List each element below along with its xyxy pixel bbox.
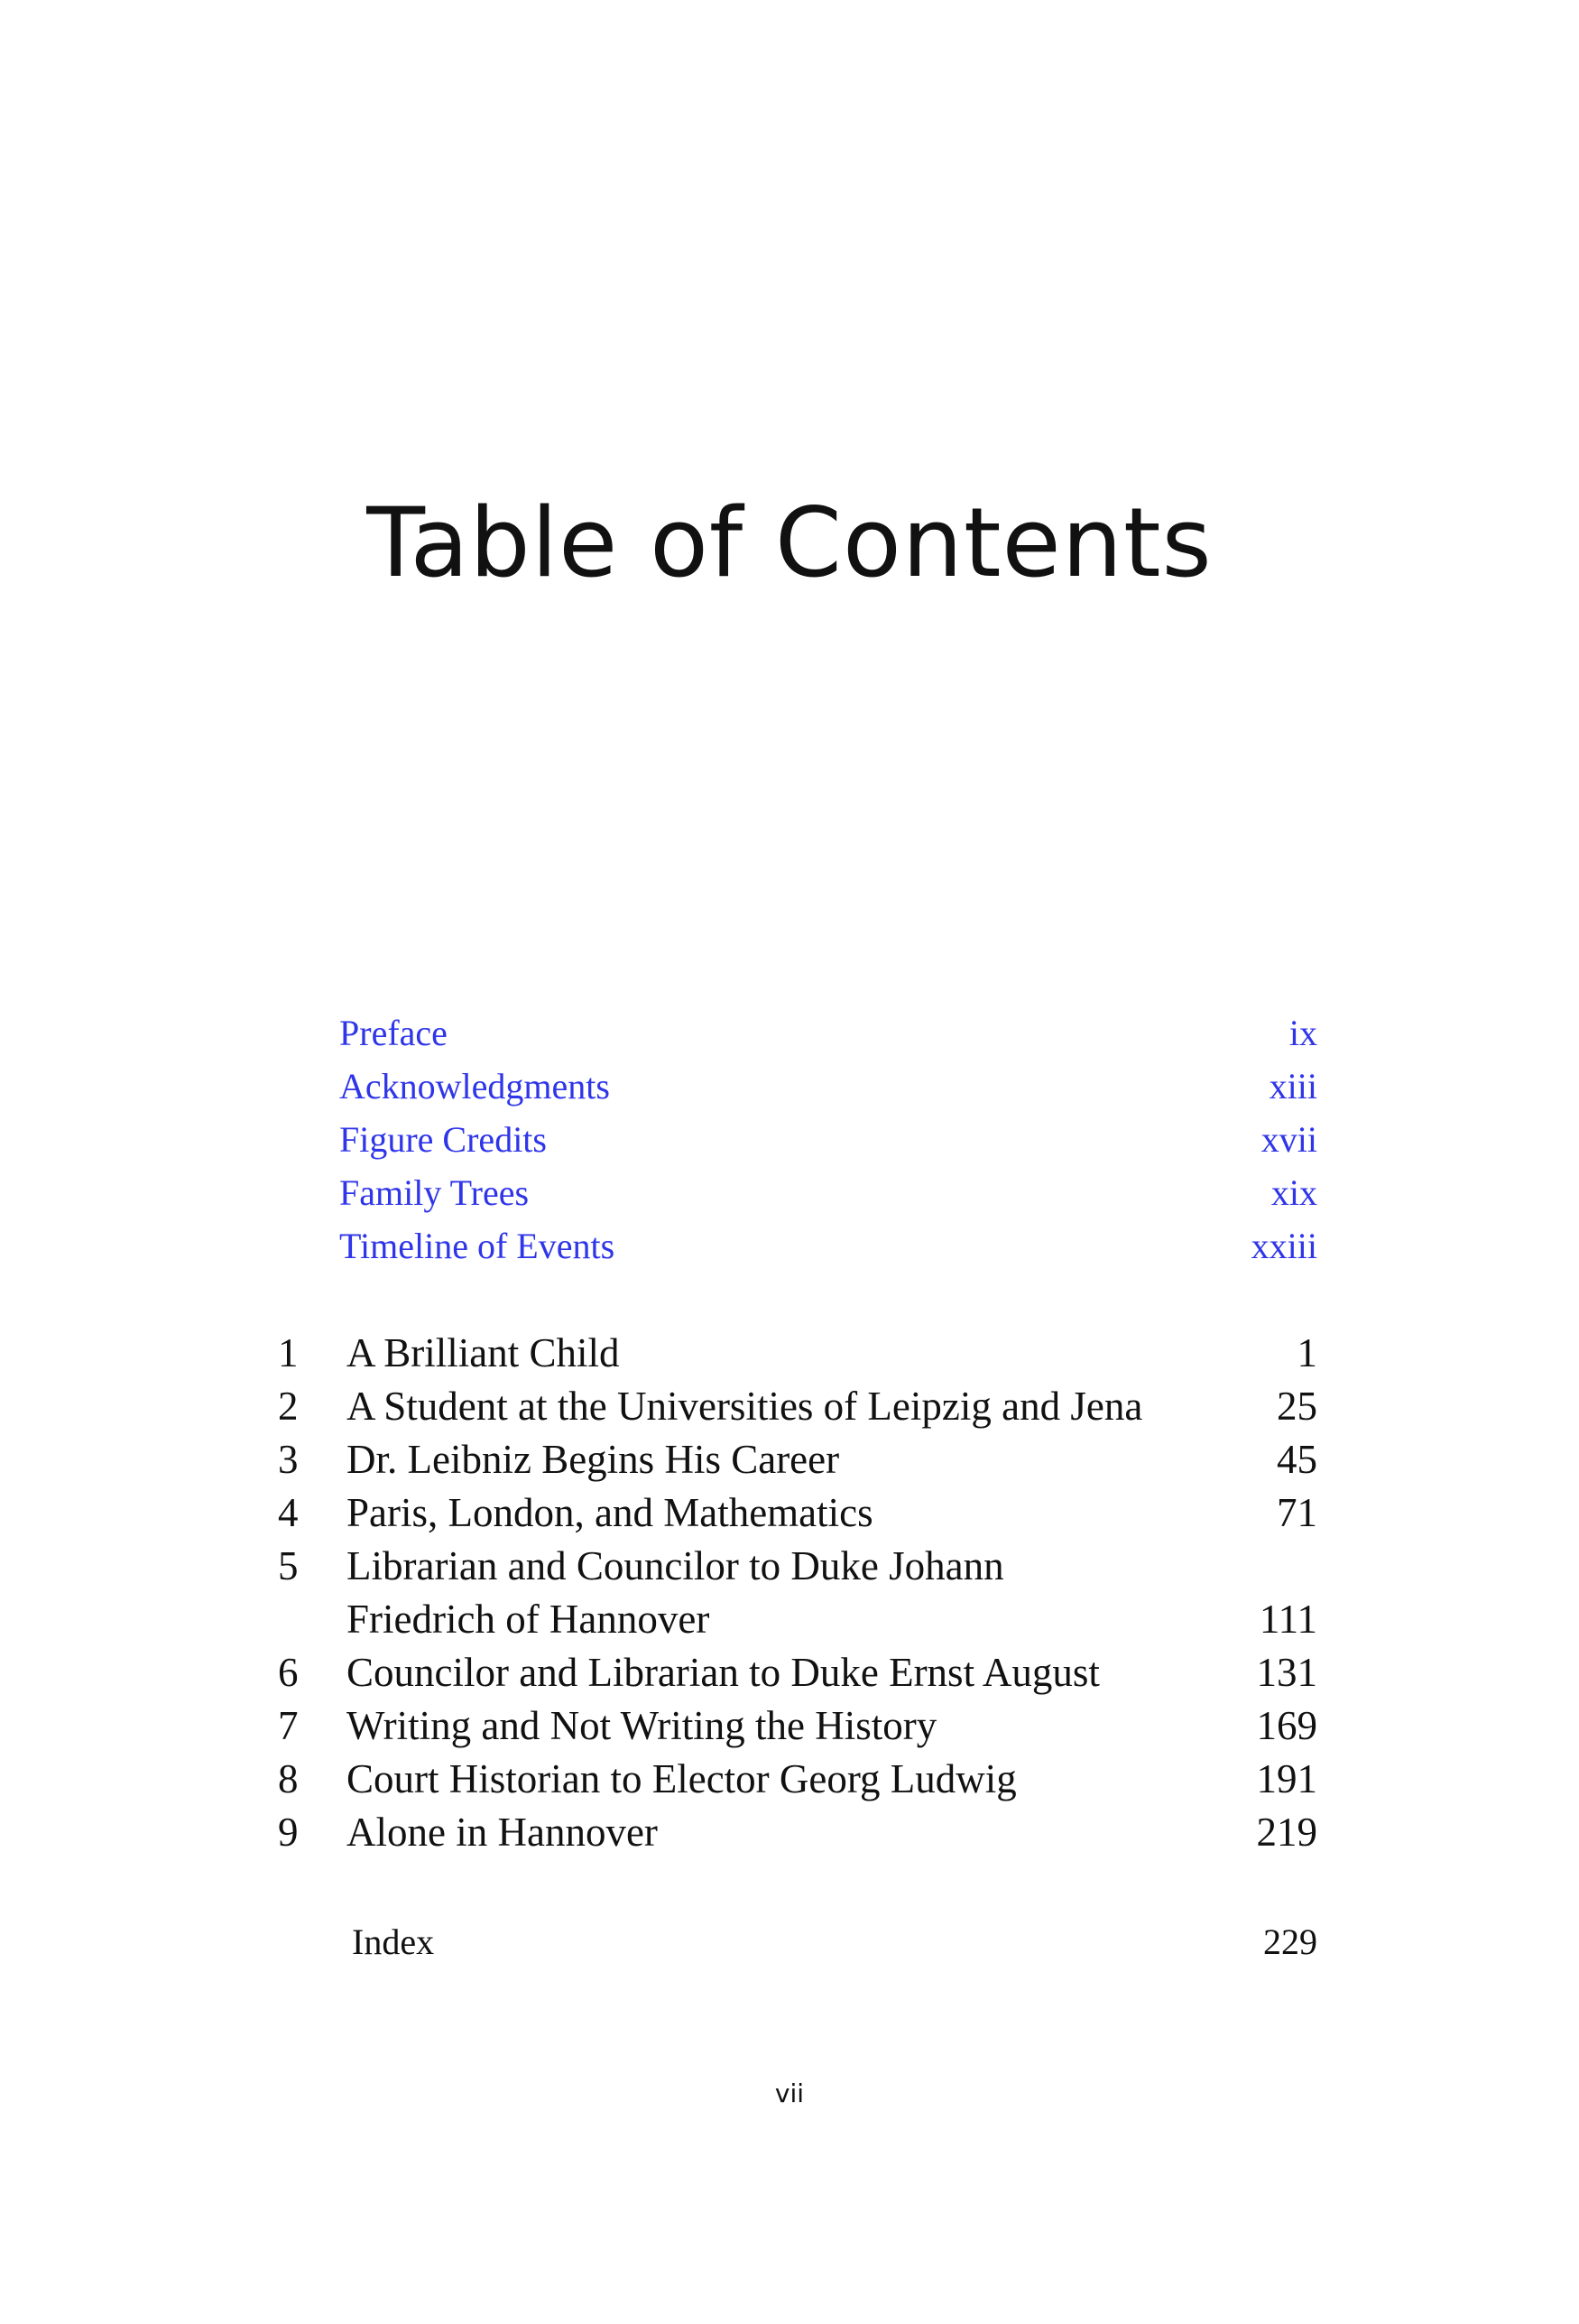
chapter-number: 1	[278, 1330, 299, 1375]
chapter-title: A Brilliant Child	[346, 1330, 620, 1375]
chapter-title: Paris, London, and Mathematics	[346, 1490, 873, 1535]
chapter-number: 7	[278, 1703, 299, 1748]
toc-link-timeline-of-events[interactable]	[339, 1219, 1317, 1273]
chapter-page: 1	[1297, 1330, 1317, 1375]
chapter-title: Councilor and Librarian to Duke Ernst August	[346, 1650, 1100, 1695]
toc-link-figure-credits[interactable]	[339, 1113, 1317, 1166]
toc-link-family-trees[interactable]	[339, 1166, 1317, 1219]
chapter-page: 191	[1256, 1756, 1317, 1801]
chapter-page: 71	[1277, 1490, 1317, 1535]
chapter-title: Alone in Hannover	[346, 1810, 658, 1855]
chapter-number: 4	[278, 1490, 299, 1535]
chapter-number: 8	[278, 1756, 299, 1801]
chapter-entry-3	[271, 1433, 1317, 1486]
chapter-page: 131	[1256, 1650, 1317, 1695]
toc-link-label: Preface	[339, 1013, 448, 1053]
chapter-number: 9	[278, 1810, 299, 1855]
chapter-page: 219	[1256, 1810, 1317, 1855]
chapter-number: 6	[278, 1650, 299, 1695]
chapter-number: 2	[278, 1384, 299, 1429]
chapter-page: 25	[1277, 1384, 1317, 1429]
page-title: Table of Contents	[366, 487, 1213, 599]
chapter-number: 3	[278, 1437, 299, 1482]
chapter-title: Court Historian to Elector Georg Ludwig	[346, 1756, 1017, 1801]
chapter-page: 111	[1259, 1597, 1317, 1642]
chapter-title: Librarian and Councilor to Duke Johann Friedrich of Hannover	[346, 1543, 1004, 1642]
chapter-title: A Student at the Universities of Leipzig and Jena	[346, 1384, 1143, 1429]
toc-link-label: Timeline of Events	[339, 1226, 615, 1266]
toc-link-page: xvii	[1260, 1119, 1317, 1160]
index-page: 229	[1263, 1921, 1317, 1962]
chapter-entry-8	[271, 1753, 1317, 1806]
chapter-entry-2	[271, 1380, 1317, 1433]
chapter-entry-5	[271, 1540, 1317, 1646]
toc-link-page: ix	[1288, 1013, 1317, 1053]
chapter-page: 45	[1277, 1437, 1317, 1482]
toc-link-page: xix	[1270, 1172, 1317, 1213]
index-entry	[352, 1915, 1317, 1968]
index-label: Index	[352, 1921, 435, 1962]
chapter-entry-9	[271, 1806, 1317, 1859]
chapter-title: Writing and Not Writing the History	[346, 1703, 937, 1748]
page-number: vii	[774, 2079, 805, 2108]
toc-link-preface[interactable]	[339, 1006, 1317, 1060]
chapter-page: 169	[1256, 1703, 1317, 1748]
chapter-number: 5	[278, 1543, 299, 1588]
chapter-list	[271, 1327, 1317, 1859]
chapter-entry-7	[271, 1699, 1317, 1753]
toc-link-acknowledgments[interactable]	[339, 1060, 1317, 1113]
toc-link-page: xiii	[1269, 1066, 1317, 1106]
chapter-entry-4	[271, 1486, 1317, 1540]
toc-link-label: Acknowledgments	[339, 1066, 610, 1106]
toc-link-label: Figure Credits	[339, 1119, 547, 1160]
toc-link-label: Family Trees	[339, 1172, 530, 1213]
front-matter-list	[339, 1006, 1317, 1273]
chapter-entry-6	[271, 1646, 1317, 1699]
chapter-title: Dr. Leibniz Begins His Career	[346, 1437, 840, 1482]
toc-link-page: xxiii	[1251, 1226, 1317, 1266]
chapter-entry-1	[271, 1327, 1317, 1380]
